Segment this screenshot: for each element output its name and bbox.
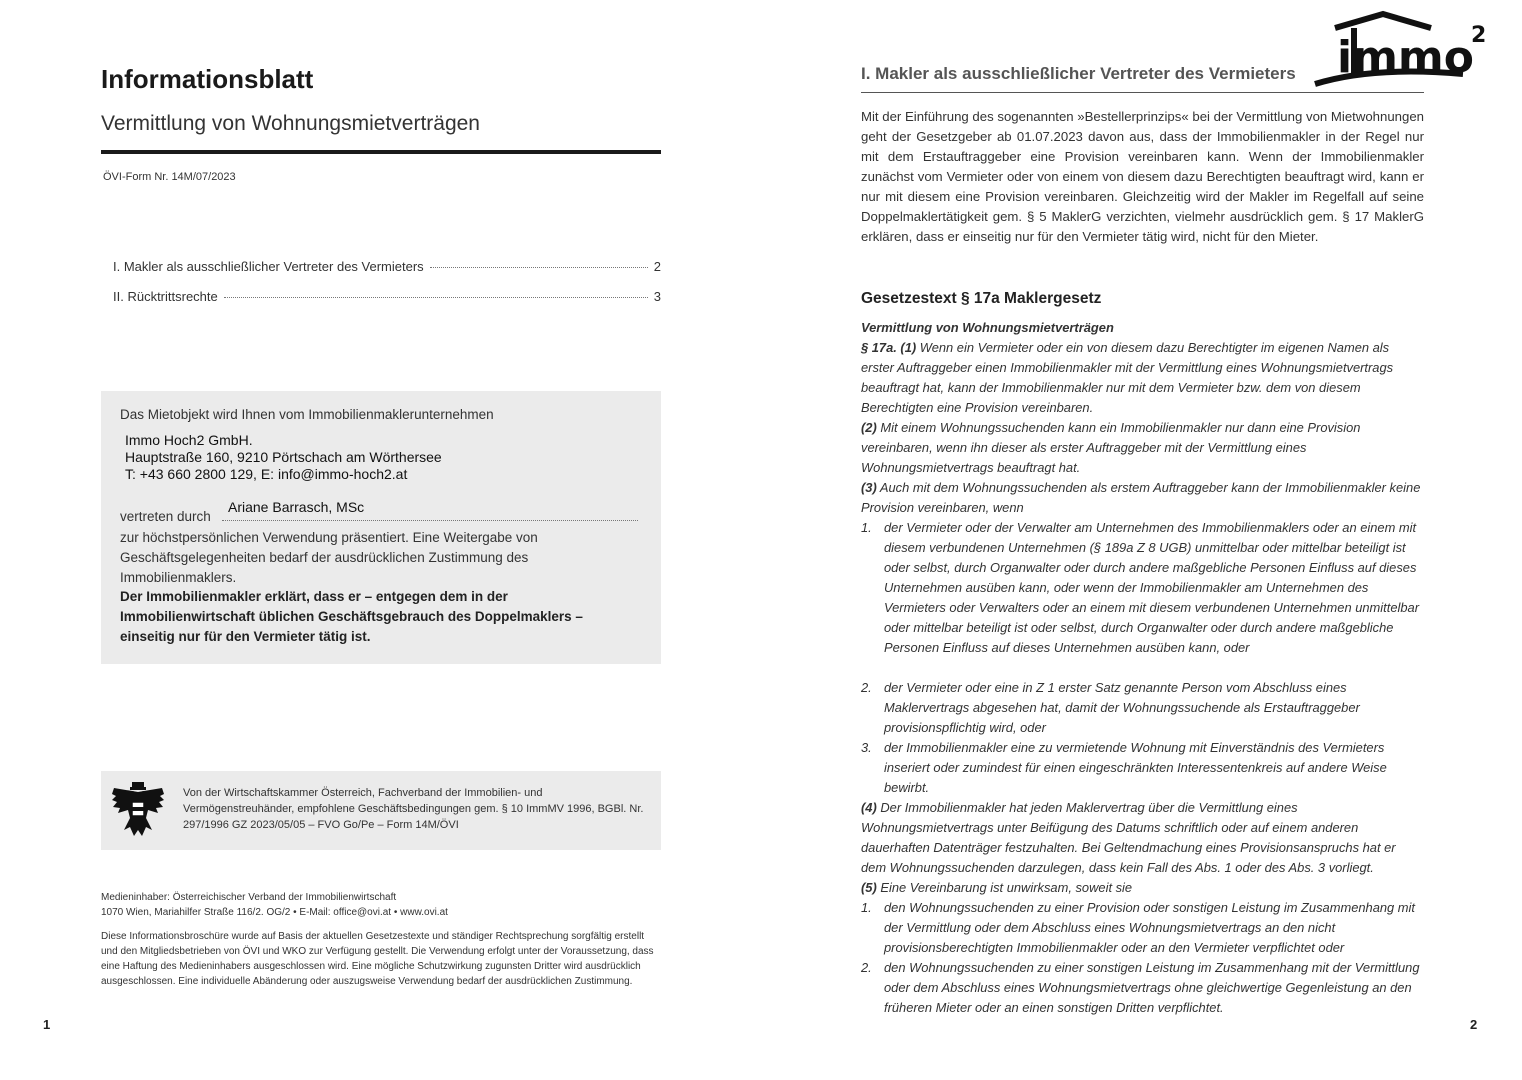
para-mark: § 17a. (1) <box>861 340 917 355</box>
wk-recommendation: Von der Wirtschaftskammer Österreich, Fachverband der Immobilien- und Vermögenstreuhänder, empfohlene Geschäftsbedingungen gem. § 10 ImmMV 1996, BGBl. Nr. 297/1996 GZ 2023/05/05 – FVO Go/Pe – Form 14M/ÖVI <box>183 787 644 831</box>
representative-name: Ariane Barrasch, MSc <box>228 499 365 515</box>
agent-address: Hauptstraße 160, 9210 Pörtschach am Wörthersee <box>125 449 442 465</box>
page-number: 2 <box>1470 1017 1478 1032</box>
austrian-eagle-icon <box>110 780 166 840</box>
law-para-3: (3) Auch mit dem Wohnungssuchenden als erstem Auftraggeber kann der Immobilienmakler keine Provision vereinbaren, wenn <box>861 480 1421 515</box>
para-mark: (2) <box>861 420 877 435</box>
page-title: Informationsblatt <box>101 64 314 94</box>
representative-line <box>222 520 638 521</box>
toc-leader <box>224 297 648 298</box>
form-number: ÖVI-Form Nr. 14M/07/2023 <box>103 171 236 183</box>
immo-hoch2-logo <box>1313 10 1508 90</box>
law-para-2: (2) Mit einem Wohnungssuchenden kann ein Immobilienmakler nur dann eine Provision vereinbaren, wenn ihn dieser als erster Auftraggeber mit der Vermittlung eines Wohnungsmietvertrags beauftragt hat. <box>861 420 1361 475</box>
toc-page: 2 <box>653 259 661 274</box>
agent-contact: T: +43 660 2800 129, E: info@immo-hoch2.at <box>125 466 408 482</box>
agent-name: Immo Hoch2 GmbH. <box>125 432 253 448</box>
media-owner: Medieninhaber: Österreichischer Verband der Immobilienwirtschaft <box>101 892 397 903</box>
toc-entry[interactable] <box>113 289 661 304</box>
disclaimer: Diese Informationsbroschüre wurde auf Basis der aktuellen Gesetzestexte und ständiger Rechtsprechung sorgfältig erstellt und den Mitgliedsbetrieben von ÖVI und WKO zur Verfügung gestellt. Die Verwendung erfolgt unter der Voraussetzung, dass eine Haftung des Medieninhabers ausgeschlossen wird. Eine mögliche Schutzwirkung zugunsten Dritter wird ausdrücklich ausgeschlossen. Eine individuelle Abänderung oder auszugsweise Verwendung bedarf der ausdrücklichen Zustimmung. <box>101 931 654 987</box>
svg-text:immo: immo <box>1337 32 1475 83</box>
svg-text:2: 2 <box>1471 23 1487 48</box>
law-heading: Gesetzestext § 17a Maklergesetz <box>861 290 1102 307</box>
law-para-1: § 17a. (1) Wenn ein Vermieter oder ein von diesem dazu Berechtigter im eigenen Namen als erster Auftraggeber einen Immobilienmakler mit der Vermittlung eines Wohnungsmietvertrags beauftragt hat, kann der Immobilienmakler nur mit dem Vermieter bzw. dem von diesem Berechtigten eine Provision vereinbaren. <box>861 340 1394 415</box>
title-rule <box>101 150 661 154</box>
representative-label: vertreten durch <box>120 509 211 524</box>
single-agent-declaration: Der Immobilienmakler erklärt, dass er – entgegen dem in der Immobilienwirtschaft üblichen Geschäftsgebrauch des Doppelmaklers – einseitig nur für den Vermieter tätig ist. <box>120 589 583 644</box>
para-mark: (3) <box>861 480 877 495</box>
agent-intro: Das Mietobjekt wird Ihnen vom Immobilienmaklerunternehmen <box>120 407 494 422</box>
para-mark: (4) <box>861 800 877 815</box>
section-heading: I. Makler als ausschließlicher Vertreter des Vermieters <box>861 64 1296 83</box>
law-para-5: (5) Eine Vereinbarung ist unwirksam, soweit sie <box>861 880 1133 895</box>
toc-label: I. Makler als ausschließlicher Vertreter des Vermieters <box>113 259 424 274</box>
intro-paragraph: Mit der Einführung des sogenannten »Bestellerprinzips« bei der Vermittlung von Mietwohnungen geht der Gesetzgeber ab 01.07.2023 davon aus, dass der Immobilienmakler in der Regel nur mit dem Erstauftraggeber eine Provision vereinbaren kann. Wenn der Immobilienmakler zunächst vom Vermieter oder von einem von diesem dazu Berechtigten beauftragt wird, kann er nur mit diesem eine Provision vereinbaren. Gleichzeitig wird der Makler im Regelfall auf seine Doppelmaklertätigkeit gem. § 5 MaklerG verzichten, vielmehr ausdrücklich gem. § 17 MaklerG erklären, dass er einseitig nur für den Vermieter tätig wird, nicht für den Mieter. <box>861 109 1425 244</box>
agent-box-text: zur höchstpersönlichen Verwendung präsentiert. Eine Weitergabe von Geschäftsgelegenheiten bedarf der ausdrücklichen Zustimmung des Immobilienmaklers. <box>120 530 538 585</box>
law-title: Vermittlung von Wohnungsmietverträgen <box>861 320 1114 335</box>
page-number: 1 <box>43 1017 51 1032</box>
toc-page: 3 <box>653 289 661 304</box>
toc-label: II. Rücktrittsrechte <box>113 289 218 304</box>
section-rule <box>861 92 1424 93</box>
media-owner-address: 1070 Wien, Mariahilfer Straße 116/2. OG/2 • E-Mail: office@ovi.at • www.ovi.at <box>101 907 448 918</box>
law-para-4: (4) Der Immobilienmakler hat jeden Maklervertrag über die Vermittlung eines Wohnungsmietvertrags unter Beifügung des Datums schriftlich oder auf einem anderen dauerhaften Datenträger festzuhalten. Bei Geltendmachung eines Provisionsanspruchs hat er dem Wohnungssuchenden darzulegen, dass kein Fall des Abs. 1 oder des Abs. 3 vorliegt. <box>861 800 1396 875</box>
toc-entry[interactable] <box>113 259 661 274</box>
para-mark: (5) <box>861 880 877 895</box>
page-subtitle: Vermittlung von Wohnungsmietverträgen <box>101 112 480 135</box>
toc-leader <box>430 267 648 268</box>
